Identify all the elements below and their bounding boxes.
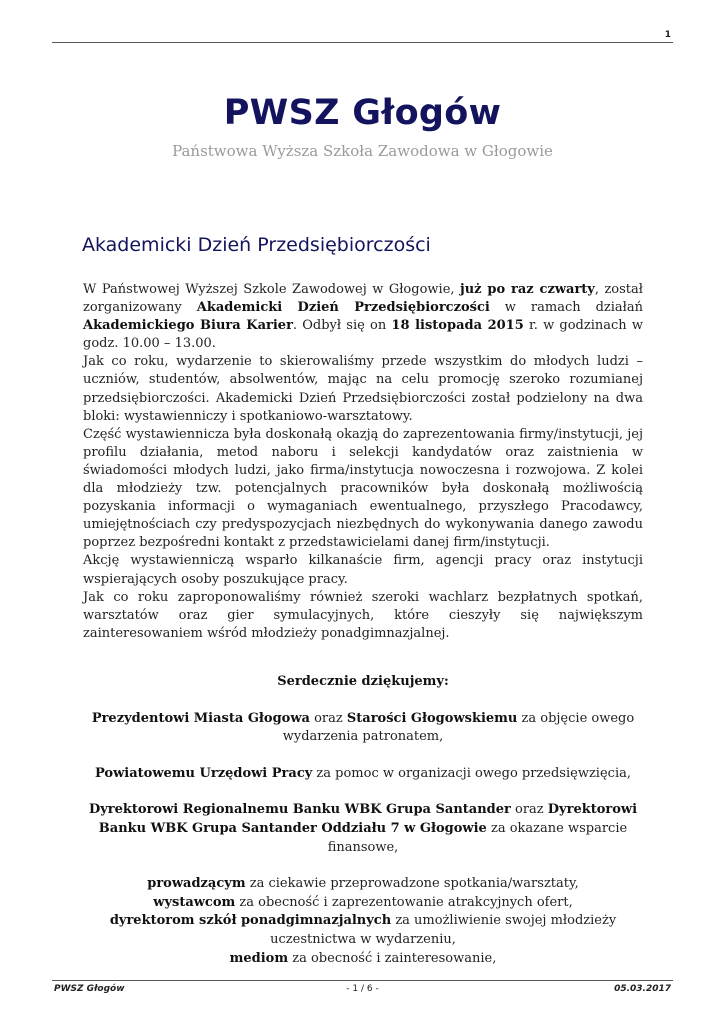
footer-rule [52,980,673,981]
footer-site-name: PWSZ Głogów [54,984,125,994]
thanks-item: dyrektorom szkół ponadgimnazjalnych za umożliwienie swojej młodzieży uczestnictwa w wydarzeniu, [109,913,617,947]
thanks-item: wystawcom za obecność i zaprezentowanie atrakcyjnych ofert, [153,894,573,910]
thanks-heading: Serdecznie dziękujemy: [277,674,449,689]
thanks-item: Powiatowemu Urzędowi Pracy za pomoc w organizacji owego przedsięwzięcia, [95,765,631,781]
article-title[interactable]: Akademicki Dzień Przedsiębiorczości [82,234,431,256]
thanks-item: prowadzącym za ciekawie przeprowadzone spotkania/warsztaty, [147,876,579,892]
thanks-item: Prezydentowi Miasta Głogowa oraz Starości Głogowskiemu za objęcie owego wydarzenia patronatem, [91,710,635,745]
paragraph: Jak co roku zaproponowaliśmy również szeroki wachlarz bezpłatnych spotkań, warsztatów oraz gier symulacyjnych, które cieszyły się największym zainteresowaniem wśród młodzieży ponadgimnazjalnej. [83,589,643,641]
paragraph: Jak co roku, wydarzenie to skierowaliśmy przede wszystkim do młodych ludzi – uczniów, studentów, absolwentów, mając na celu promocję szeroko rozumianej przedsiębiorczości. Akademicki Dzień Przedsiębiorczości został podzielony na dwa bloki: wystawienniczy i spotkaniowo-warsztatowy. [83,354,643,424]
paragraph: Część wystawiennicza była doskonałą okazją do zaprezentowania firmy/instytucji, jej profilu działania, metod naboru i selekcji kandydatów oraz zaistnienia w świadomości młodych ludzi, jako firma/instytucja nowoczesna i rozwojowa. Z kolei dla młodzieży tzw. potencjalnych pracowników była doskonałą możliwością pozyskania informacji o wymaganiach ewentualnego, przyszłego Pracodawcy, umiejętnościach czy predyspozycjach niezbędnych do wykonywania danego zawodu poprzez bezpośredni kontakt z przedstawicielami danej firm/instytucji. [83,426,643,551]
footer-page-indicator: - 1 / 6 - [346,984,379,994]
header-rule [52,42,673,43]
thanks-section [83,673,643,968]
site-subtitle: Państwowa Wyższa Szkoła Zawodowa w Głogowie [172,142,553,160]
article-body [83,281,643,643]
thanks-item: mediom za obecność i zainteresowanie, [229,950,497,966]
footer-date: 05.03.2017 [614,984,671,994]
page-number: 1 [664,30,671,40]
paragraph: Akcję wystawienniczą wsparło kilkanaście firm, agencji pracy oraz instytucji wspierających osoby poszukujące pracy. [83,553,643,587]
paragraph-intro: W Państwowej Wyższej Szkole Zawodowej w Głogowie, już po raz czwarty, został zorganizowany Akademicki Dzień Przedsiębiorczości w ramach działań Akademickiego Biura Karier. Odbył się on 18 listopada 2015 r. w godzinach w godz. 10.00 – 13.00. [83,282,643,352]
site-title[interactable]: PWSZ Głogów [223,93,502,133]
thanks-item: Dyrektorowi Regionalnemu Banku WBK Grupa Santander oraz Dyrektorowi Banku WBK Grupa Santander Oddziału 7 w Głogowie za okazane wsparcie finansowe, [88,802,638,855]
